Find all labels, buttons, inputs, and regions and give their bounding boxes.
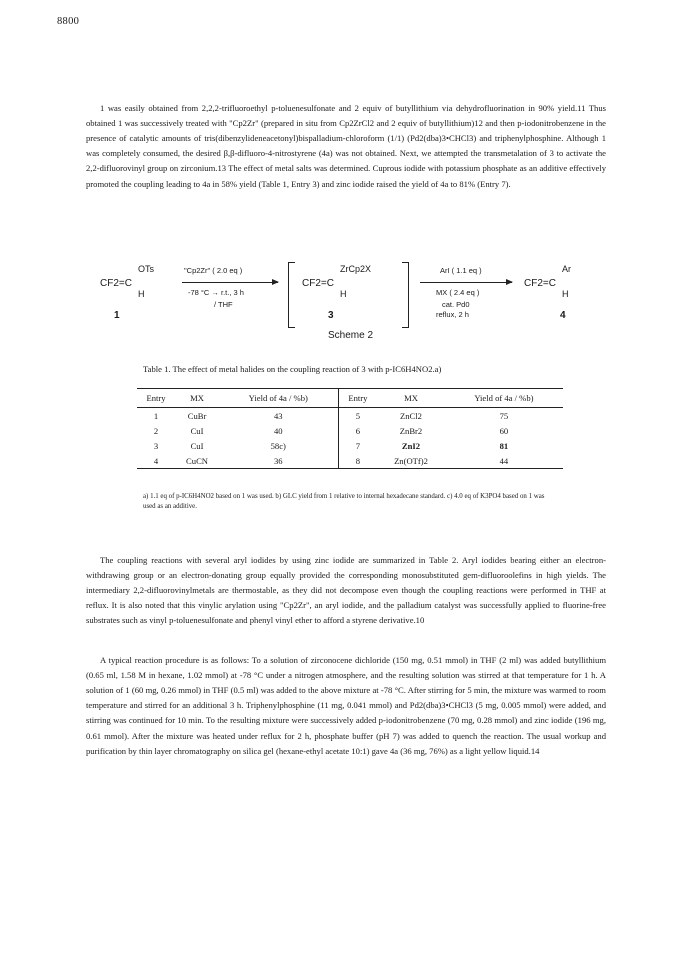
table-cell: 3 (153, 440, 159, 451)
table-cell: 75 (499, 410, 509, 421)
table-cell: CuBr (187, 410, 207, 421)
table-cell: CuI (190, 440, 204, 451)
page-number: 8800 (57, 16, 80, 27)
step1-solvent: / THF (214, 300, 233, 309)
header-mx: MX (377, 389, 445, 408)
reactant-formula: CF2=C (100, 278, 132, 289)
step2-catalyst: cat. Pd0 (442, 300, 470, 309)
intermediate-substituent-top: ZrCp2X (340, 264, 372, 274)
step1-conditions: -78 °C → r.t., 3 h (188, 288, 244, 297)
header-entry: Entry (338, 389, 377, 408)
product-substituent-top: Ar (562, 264, 571, 274)
table-cell: 7 (338, 438, 377, 453)
header-yield: Yield of 4a / %b) (445, 389, 563, 408)
right-bracket (402, 262, 409, 328)
table-cell: 4 (137, 453, 175, 469)
step2-reagent: ArI ( 1.1 eq ) (440, 266, 482, 275)
product-label: 4 (560, 310, 566, 321)
header-entry: Entry (137, 389, 175, 408)
table-cell: 60 (499, 425, 509, 436)
table-cell: ZnCl2 (400, 410, 422, 421)
intermediate-formula: CF2=C (302, 278, 334, 289)
product-formula: CF2=C (524, 278, 556, 289)
scheme-title: Scheme 2 (328, 330, 374, 341)
header-yield: Yield of 4a / %b) (219, 389, 338, 408)
table-cell: CuI (190, 425, 204, 436)
table-cell: 36 (219, 453, 338, 469)
intermediate-label: 3 (328, 310, 334, 321)
table-cell: ZnI2 (401, 440, 421, 451)
table-cell: Zn(OTf)2 (377, 453, 445, 469)
table-cell: 8 (338, 453, 377, 469)
table-caption: Table 1. The effect of metal halides on the coupling reaction of 3 with p-IC6H4NO2.a) (143, 364, 442, 374)
table-row (137, 408, 563, 424)
table-cell: 1 (153, 410, 159, 421)
table-footnote: a) 1.1 eq of p-IC6H4NO2 based on 1 was used. b) GLC yield from 1 relative to internal hexadecane standard. c) 4.0 eq of K3PO4 based on 1 was used as an additive. (143, 493, 545, 510)
table-cell: 5 (338, 408, 377, 424)
table-cell: 81 (499, 440, 509, 451)
step2-conditions: reflux, 2 h (436, 310, 469, 319)
step1-reagent: "Cp2Zr" ( 2.0 eq ) (184, 266, 243, 275)
step1-arrow (182, 282, 278, 283)
paragraph-1: 1 was easily obtained from 2,2,2-trifluoroethyl p-toluenesulfonate and 2 equiv of butyllithium via dehydrofluorination in 90% yield.11 Thus obtained 1 was successively treated with "Cp2Zr" (prepared in situ from Cp2ZrCl2 and 2 equiv of butyllithium)12 and then p-iodonitrobenzene in the presence of catalytic amounts of tris(dibenzylideneacetonyl)bispalladium-chloroform (1/1) (Pd2(dba)3•CHCl3) and triphenylphosphine. Although 1 was completely consumed, the desired β,β-difluoro-4-nitrostyrene (4a) was not obtained. Next, we attempted the transmetalation of 3 to activate the 2,2-difluorovinyl group on zirconium.13 The effect of metal salts was determined. Cuprous iodide with potassium phosphate as an additive effectively promoted the coupling leading to 4a in 58% yield (Table 1, Entry 3) and zinc iodide raised the yield of 4a to 81% (Entry 7). (86, 102, 606, 189)
table-cell: 40 (273, 425, 283, 436)
metal-halide-table (137, 388, 563, 469)
reactant-substituent-bottom: H (138, 289, 145, 299)
left-bracket (288, 262, 295, 328)
table-cell: 2 (153, 425, 159, 436)
table-row (137, 438, 563, 453)
step2-arrow (420, 282, 512, 283)
reactant-substituent-top: OTs (138, 264, 155, 274)
table-header-row (137, 389, 563, 408)
paragraph-3: A typical reaction procedure is as follows: To a solution of zirconocene dichloride (150 mg, 0.51 mmol) in THF (2 ml) was added butyllithium (0.65 ml, 1.58 M in hexane, 1.02 mmol) at -78 °C under a nitrogen atmosphere, and the resulting solution was stirred at that temperature for 1 h. A solution of 1 (60 mg, 0.26 mmol) in THF (0.5 ml) was added to the above mixture at -78 °C. After stirring for 5 min, the mixture was warmed to room temperature and stirred for an additional 3 h. Triphenylphosphine (11 mg, 0.041 mmol) and Pd2(dba)3•CHCl3 (5 mg, 0.005 mmol) were added, and stirring was continued for 10 min. To the resulting mixture were successively added p-iodonitrobenzene (70 mg, 0.28 mmol) and zinc iodide (196 mg, 0.61 mmol). After the mixture was heated under reflux for 2 h, phosphate buffer (pH 7) was added to quench the reaction. The usual workup and purification by thin layer chromatography on silica gel (hexane-ethyl acetate 10:1) gave 4a (36 mg, 76%) as a light yellow liquid.14 (86, 654, 606, 756)
table-cell: 44 (445, 453, 563, 469)
paragraph-2: The coupling reactions with several aryl iodides by using zinc iodide are summarized in Table 2. Aryl iodides bearing either an electron-withdrawing group or an electron-donating group equally provided the corresponding monosubstituted gem-difluoroolefins in high yields. The intermediary 2,2-difluorovinylmetals are thermostable, as they did not decompose even though the coupling reactions were performed in THF at reflux. It is also noted that this vinylic arylation using "Cp2Zr", an aryl iodide, and the palladium catalyst was successfully applied to fluorine-free substrates such as vinyl p-toluenesulfonate and phenyl vinyl ether to afford a styrene derivative.10 (86, 554, 606, 626)
table-row (137, 423, 563, 438)
reactant-label: 1 (114, 310, 120, 321)
table-row (137, 453, 563, 469)
intermediate-substituent-bottom: H (340, 289, 347, 299)
table-cell: ZnBr2 (399, 425, 423, 436)
table-cell: CuCN (175, 453, 219, 469)
table-cell: 58c) (270, 440, 286, 451)
table-cell: 6 (338, 423, 377, 438)
product-substituent-bottom: H (562, 289, 569, 299)
header-mx: MX (175, 389, 219, 408)
step2-additive: MX ( 2.4 eq ) (436, 288, 480, 297)
table-cell: 43 (273, 410, 283, 421)
